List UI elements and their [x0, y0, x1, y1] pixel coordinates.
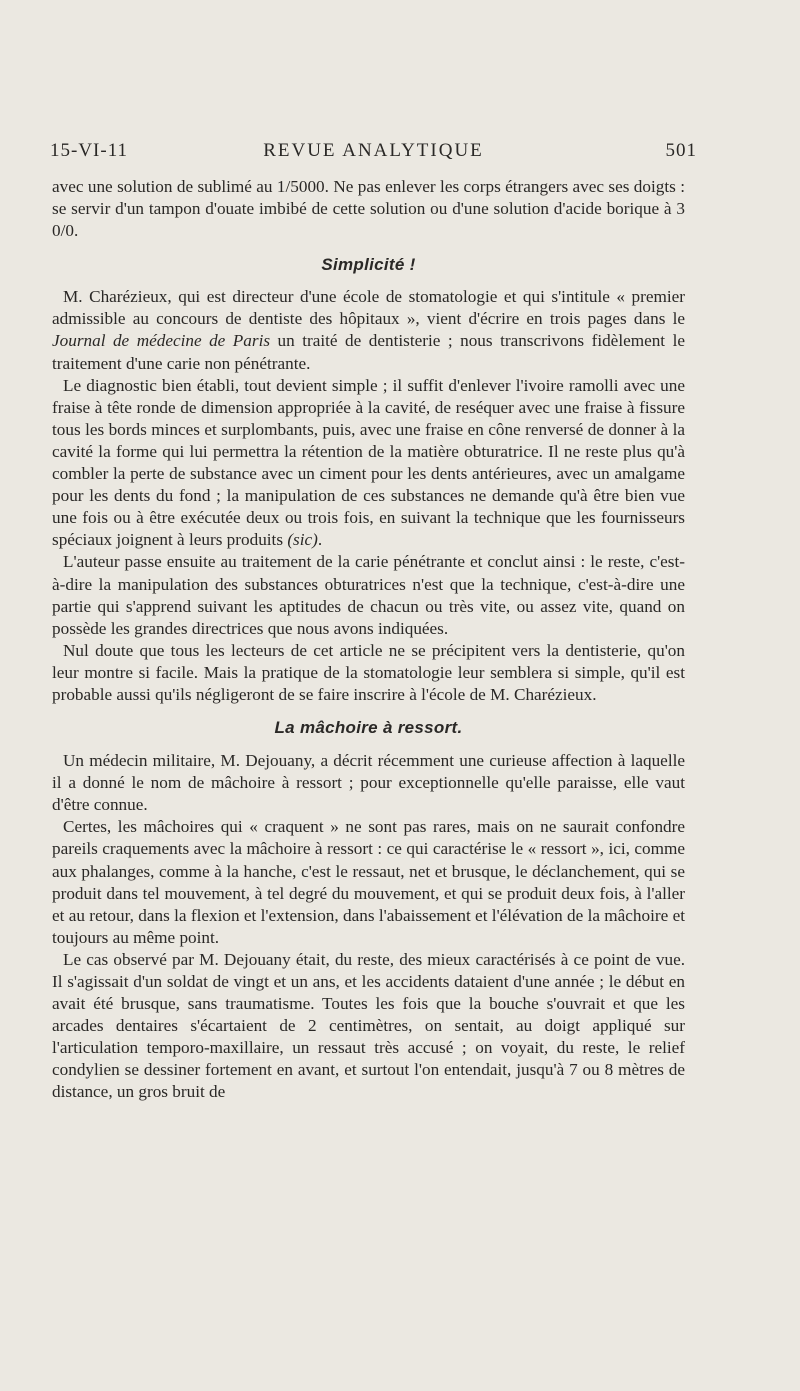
page-number: 501 — [665, 140, 697, 161]
section-heading-simplicite: Simplicité ! — [321, 255, 416, 275]
journal-title: Journal de médecine de Paris — [52, 331, 271, 351]
text-run: . — [317, 530, 323, 550]
paragraph: Nul doute que tous les lecteurs de cet article ne se précipitent vers la dentisterie, qu'on leur montre si facile. Mais la pratique de la stomatologie leur semblera si simple, qu'il est probable aussi qu'ils négligeront de se faire inscrire à l'école de M. Charézieux. — [52, 640, 685, 704]
running-header — [50, 140, 697, 168]
paragraph: Certes, les mâchoires qui « craquent » ne sont pas rares, mais on ne saurait confondre pareils craquements avec la mâchoire à ressort : ce qui caractérise le « ressort », ici, comme aux phalanges, comme à la hanche, c'est le ressaut, net et brusque, le déclanchement, qui se produit dans tel mouvement, à tel degré du mouvement, et qui se produit deux fois, à l'aller et au retour, dans la flexion et l'extension, dans l'abaissement et l'élévation de la mâchoire et toujours au même point. — [52, 817, 685, 947]
paragraph: Un médecin militaire, M. Dejouany, a décrit récemment une curieuse affection à laquelle il a donné le nom de mâchoire à ressort ; pour exceptionnelle qu'elle paraisse, elle vaut d'être connue. — [52, 751, 685, 815]
paragraph — [52, 286, 685, 374]
text-run: Le diagnostic bien établi, tout devient simple ; il suffit d'enlever l'ivoire ramolli avec une fraise à tête ronde de dimension appropriée à la cavité, de reséquer avec une fraise à fissure tous les bords minces et surplombants, puis, avec une fraise en cône renversé de donner à la cavité la forme qui lui permettra la rétention de la matière obturatrice. Il ne reste plus qu'à combler la perte de substance avec un ciment pour les dents antérieures, avec un amalgame pour les dents du fond ; la manipulation de ces substances ne demande qu'à être bien vue une fois ou à être exécutée deux ou trois fois, en suivant la technique que les fournisseurs spéciaux joignent à leurs produits — [52, 375, 685, 550]
text-run: un traité de dentisterie ; nous transcrivons fidèlement le traitement d'une carie non pénétrante. — [52, 331, 685, 373]
section-heading-machoire: La mâchoire à ressort. — [274, 718, 463, 738]
running-title: REVUE ANALYTIQUE — [263, 140, 484, 161]
issue-date: 15-VI-11 — [50, 140, 128, 161]
text-run: M. Charézieux, qui est directeur d'une école de stomatologie et qui s'intitule « premier admissible au concours de dentiste des hôpitaux », vient d'écrire en trois pages dans le — [52, 287, 685, 329]
sic-note: (sic) — [287, 530, 318, 550]
article-body — [52, 176, 685, 1104]
paragraph-continued: avec une solution de sublimé au 1/5000. Ne pas enlever les corps étrangers avec ses doigts : se servir d'un tampon d'ouate imbibé de cette solution ou d'une solution d'acide borique à 3 0/0. — [52, 177, 685, 241]
paragraph — [52, 375, 685, 552]
paragraph: L'auteur passe ensuite au traitement de la carie pénétrante et conclut ainsi : le reste, c'est-à-dire la manipulation des substances obturatrices n'est que la technique, c'est-à-dire une partie qui s'apprend suivant les aptitudes de chacun ou très vite, ou assez vite, quand on possède les grandes directrices que nous avons indiquées. — [52, 552, 685, 638]
paragraph: Le cas observé par M. Dejouany était, du reste, des mieux caractérisés à ce point de vue. Il s'agissait d'un soldat de vingt et un ans, et les accidents dataient d'une année ; le début en avait été brusque, sans traumatisme. Toutes les fois que la bouche s'ouvrait et que les arcades dentaires s'écartaient de 2 centimètres, on sentait, au doigt appliqué sur l'articulation temporo-maxillaire, un ressaut très accusé ; on voyait, du reste, le relief condylien se dessiner fortement en avant, et surtout l'on entendait, jusqu'à 7 ou 8 mètres de distance, un gros bruit de — [52, 949, 685, 1102]
